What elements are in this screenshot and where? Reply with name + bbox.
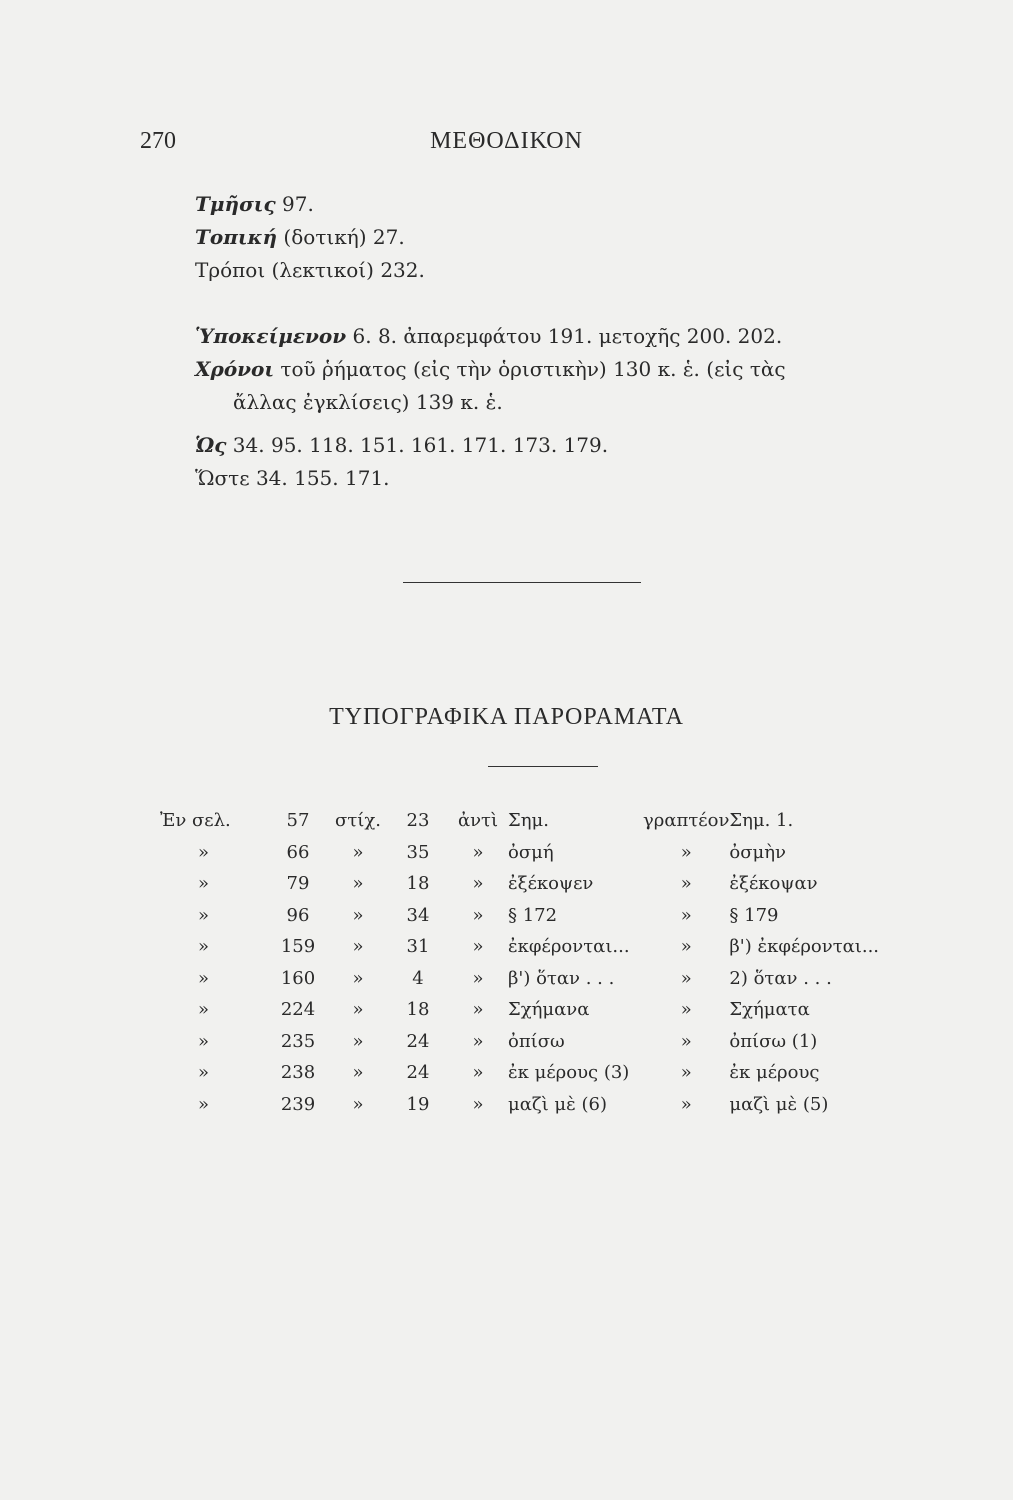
errata-cell-right: Σημ. 1. xyxy=(729,810,794,832)
errata-cell-g-label: » xyxy=(680,904,692,926)
running-title: ΜΕΘΟΔΙΚΟΝ xyxy=(430,128,583,154)
errata-cell-g-label: » xyxy=(680,1062,692,1084)
errata-cell-g-label: » xyxy=(680,841,692,863)
section-divider-rule xyxy=(403,582,641,583)
errata-cell-l-label: » xyxy=(352,967,364,989)
errata-row xyxy=(160,963,879,995)
index-entry: Ὥστε 34. 155. 171. xyxy=(195,466,390,490)
errata-cell-l-label: » xyxy=(352,1030,364,1052)
errata-row xyxy=(160,900,879,932)
errata-cell-line: 35 xyxy=(406,841,430,863)
errata-cell-g-label: » xyxy=(680,873,692,895)
errata-title: ΤΥΠΟΓΡΑΦΙΚΑ ΠΑΡΟΡΑΜΑΤΑ xyxy=(329,704,684,730)
errata-cell-a-label: » xyxy=(472,1030,484,1052)
errata-cell-line: 31 xyxy=(406,936,430,958)
page-number: 270 xyxy=(140,128,176,154)
errata-cell-page: 239 xyxy=(280,1093,316,1115)
errata-cell-right: ὀσμὴν xyxy=(729,841,786,863)
errata-cell-p-label: » xyxy=(198,873,210,895)
errata-cell-right: β') ἐκφέρονται... xyxy=(729,936,880,958)
index-entry: Τρόποι (λεκτικοί) 232. xyxy=(195,258,425,282)
errata-cell-g-label: » xyxy=(680,1030,692,1052)
errata-cell-p-label: Ἐν σελ. xyxy=(160,810,231,832)
errata-cell-line: 19 xyxy=(406,1093,430,1115)
errata-cell-a-label: » xyxy=(472,1062,484,1084)
errata-cell-a-label: » xyxy=(472,904,484,926)
errata-cell-p-label: » xyxy=(198,904,210,926)
errata-cell-g-label: » xyxy=(680,967,692,989)
errata-cell-wrong: § 172 xyxy=(508,904,558,926)
errata-cell-page: 235 xyxy=(280,1030,316,1052)
errata-cell-g-label: » xyxy=(680,999,692,1021)
errata-cell-p-label: » xyxy=(198,999,210,1021)
errata-cell-p-label: » xyxy=(198,1093,210,1115)
errata-row xyxy=(160,1026,879,1058)
errata-cell-right: § 179 xyxy=(729,904,779,926)
errata-row xyxy=(160,868,879,900)
errata-cell-page: 66 xyxy=(286,841,310,863)
index-entry: Ὑποκείμενον 6. 8. ἀπαρεμφάτου 191. μετοχῆς 200. 202. xyxy=(195,324,783,348)
errata-cell-l-label: » xyxy=(352,1093,364,1115)
errata-cell-right: Σχήματα xyxy=(729,999,810,1021)
errata-cell-page: 159 xyxy=(280,936,316,958)
errata-cell-wrong: β') ὅταν . . . xyxy=(508,967,615,989)
errata-cell-l-label: » xyxy=(352,936,364,958)
errata-cell-a-label: » xyxy=(472,1093,484,1115)
errata-cell-page: 160 xyxy=(280,967,316,989)
errata-cell-page: 96 xyxy=(286,904,310,926)
errata-cell-right: μαζὶ μὲ (5) xyxy=(729,1093,829,1115)
errata-cell-page: 224 xyxy=(280,999,316,1021)
errata-cell-line: 18 xyxy=(406,999,430,1021)
errata-cell-wrong: μαζὶ μὲ (6) xyxy=(508,1093,607,1115)
errata-cell-p-label: » xyxy=(198,1030,210,1052)
errata-cell-wrong: ὀπίσω xyxy=(508,1030,565,1052)
errata-cell-wrong: ὀσμή xyxy=(508,841,554,863)
errata-row xyxy=(160,1089,879,1121)
title-underline-rule xyxy=(488,766,598,767)
errata-cell-l-label: » xyxy=(352,841,364,863)
errata-cell-wrong: ἐξέκοψεν xyxy=(508,873,594,895)
errata-cell-right: ἐκ μέρους xyxy=(729,1062,820,1084)
index-entries xyxy=(195,188,915,495)
errata-cell-p-label: » xyxy=(198,967,210,989)
errata-cell-l-label: » xyxy=(352,904,364,926)
errata-cell-page: 79 xyxy=(286,873,310,895)
errata-cell-right: ἐξέκοψαν xyxy=(729,873,818,895)
errata-row xyxy=(160,1057,879,1089)
errata-cell-wrong: ἐκ μέρους (3) xyxy=(508,1062,630,1084)
index-entry-continuation: ἄλλας ἐγκλίσεις) 139 κ. ἑ. xyxy=(233,390,503,414)
index-entry: Τοπική (δοτική) 27. xyxy=(195,225,405,249)
page-header xyxy=(0,128,1013,168)
errata-cell-line: 34 xyxy=(406,904,430,926)
errata-row xyxy=(160,931,879,963)
errata-cell-line: 24 xyxy=(406,1030,430,1052)
errata-row xyxy=(160,994,879,1026)
errata-cell-wrong: Σχήμανα xyxy=(508,999,590,1021)
errata-cell-line: 4 xyxy=(412,967,424,989)
errata-cell-a-label: » xyxy=(472,841,484,863)
errata-cell-g-label: » xyxy=(680,936,692,958)
errata-cell-line: 24 xyxy=(406,1062,430,1084)
errata-cell-l-label: » xyxy=(352,999,364,1021)
errata-row xyxy=(160,837,879,869)
errata-cell-right: ὀπίσω (1) xyxy=(729,1030,818,1052)
errata-cell-p-label: » xyxy=(198,936,210,958)
index-entry: Χρόνοι τοῦ ῥήματος (εἰς τὴν ὁριστικὴν) 130 κ. ἑ. (εἰς τὰς xyxy=(195,357,786,381)
errata-cell-l-label: » xyxy=(352,873,364,895)
errata-cell-g-label: γραπτέον xyxy=(643,810,730,832)
errata-cell-p-label: » xyxy=(198,1062,210,1084)
errata-cell-a-label: » xyxy=(472,999,484,1021)
errata-cell-l-label: » xyxy=(352,1062,364,1084)
errata-cell-a-label: » xyxy=(472,873,484,895)
errata-cell-l-label: στίχ. xyxy=(335,810,381,832)
errata-cell-a-label: » xyxy=(472,967,484,989)
errata-cell-p-label: » xyxy=(198,841,210,863)
errata-cell-a-label: ἀντὶ xyxy=(457,810,499,832)
errata-cell-wrong: ἐκφέρονται... xyxy=(508,936,630,958)
errata-cell-line: 18 xyxy=(406,873,430,895)
errata-cell-g-label: » xyxy=(680,1093,692,1115)
index-entry: Ὡς 34. 95. 118. 151. 161. 171. 173. 179. xyxy=(195,433,609,457)
errata-cell-line: 23 xyxy=(406,810,430,832)
errata-cell-right: 2) ὅταν . . . xyxy=(729,967,832,989)
errata-row xyxy=(160,805,879,837)
errata-table xyxy=(160,805,879,1120)
errata-cell-a-label: » xyxy=(472,936,484,958)
errata-cell-page: 238 xyxy=(280,1062,316,1084)
index-entry: Τμῆσις 97. xyxy=(195,192,314,216)
errata-cell-wrong: Σημ. xyxy=(508,810,549,832)
errata-cell-page: 57 xyxy=(286,810,310,832)
